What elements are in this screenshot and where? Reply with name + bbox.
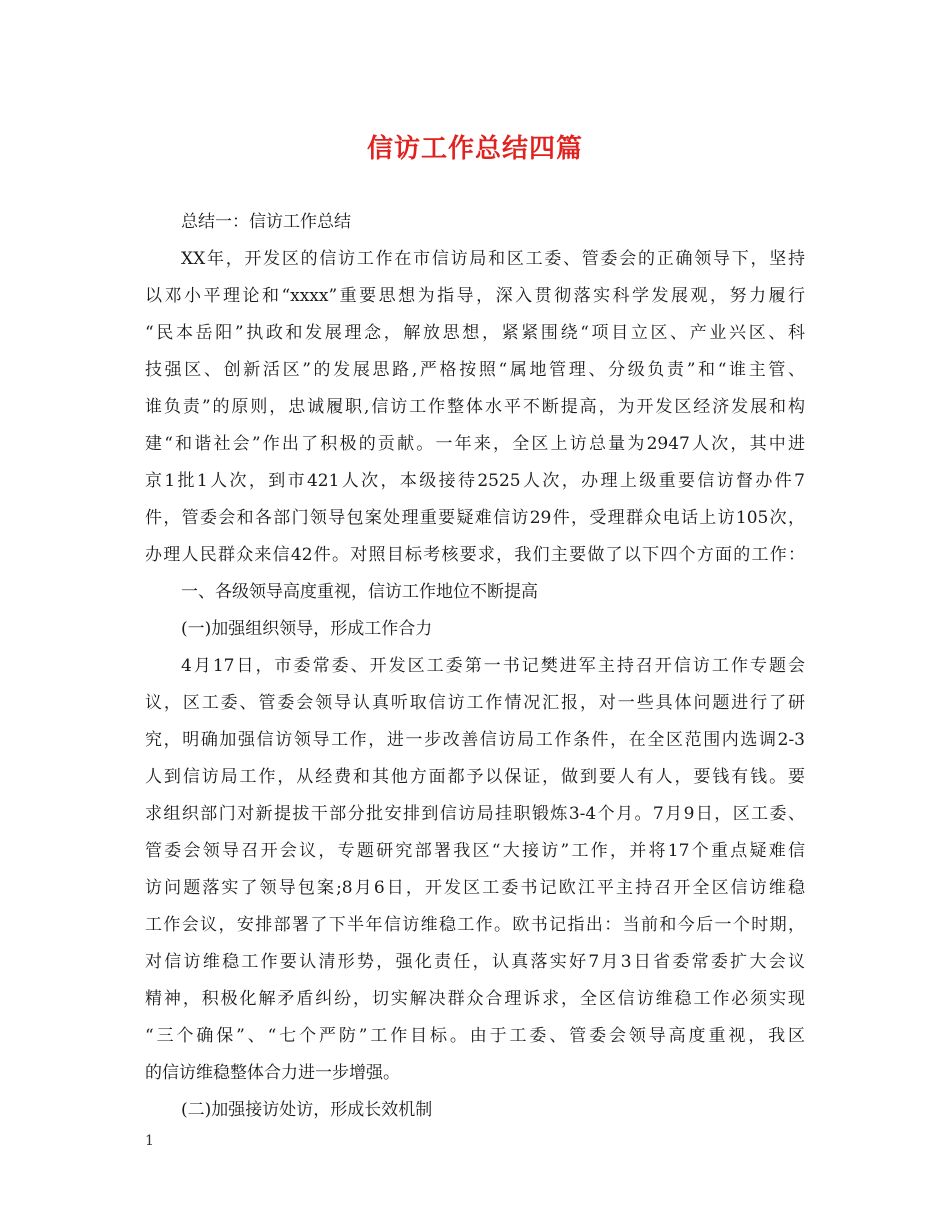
- text-line: 管委会领导召开会议，专题研究部署我区“大接访”工作，并将17个重点疑难信: [145, 841, 805, 861]
- text-line: 办理人民群众来信42件。对照目标考核要求，我们主要做了以下四个方面的工作：: [145, 545, 805, 565]
- text-line: 谁负责”的原则，忠诚履职,信访工作整体水平不断提高，为开发区经济发展和构: [145, 397, 805, 417]
- text-line: 技强区、创新活区”的发展思路,严格按照“属地管理、分级负责”和“谁主管、: [145, 360, 805, 380]
- document-title: 信访工作总结四篇: [366, 134, 583, 164]
- text-line: 以邓小平理论和“xxxx”重要思想为指导，深入贯彻落实科学发展观，努力履行: [145, 286, 805, 306]
- text-line: 总结一：信访工作总结: [181, 212, 351, 232]
- page-number: 1: [145, 1133, 154, 1149]
- text-line: 件，管委会和各部门领导包案处理重要疑难信访29件，受理群众电话上访105次，: [145, 508, 805, 528]
- text-line: “三个确保”、“七个严防”工作目标。由于工委、管委会领导高度重视，我区: [145, 1026, 805, 1046]
- text-line: 京1批1人次，到市421人次，本级接待2525人次，办理上级重要信访督办件7: [145, 471, 805, 491]
- text-line: 4月17日，市委常委、开发区工委第一书记樊进军主持召开信访工作专题会: [181, 656, 805, 676]
- text-line: 精神，积极化解矛盾纠纷，切实解决群众合理诉求，全区信访维稳工作必须实现: [145, 989, 805, 1009]
- document-body: [145, 204, 805, 1129]
- text-line: 求组织部门对新提拔干部分批安排到信访局挂职锻炼3-4个月。7月9日，区工委、: [145, 804, 805, 824]
- text-line: 人到信访局工作，从经费和其他方面都予以保证，做到要人有人，要钱有钱。要: [145, 767, 805, 787]
- text-line: (一)加强组织领导，形成工作合力: [181, 619, 433, 639]
- text-line: “民本岳阳”执政和发展理念，解放思想，紧紧围绕“项目立区、产业兴区、科: [145, 323, 805, 343]
- text-line: XX年，开发区的信访工作在市信访局和区工委、管委会的正确领导下，坚持: [181, 249, 805, 269]
- text-line: 工作会议，安排部署了下半年信访维稳工作。欧书记指出：当前和今后一个时期，: [145, 915, 805, 935]
- text-line: 的信访维稳整体合力进一步增强。: [145, 1063, 400, 1083]
- text-line: 建“和谐社会”作出了积极的贡献。一年来，全区上访总量为2947人次，其中进: [145, 434, 805, 454]
- text-line: 议，区工委、管委会领导认真听取信访工作情况汇报，对一些具体问题进行了研: [145, 693, 805, 713]
- text-line: 访问题落实了领导包案;8月6日，开发区工委书记欧江平主持召开全区信访维稳: [145, 878, 805, 898]
- text-line: 一、各级领导高度重视，信访工作地位不断提高: [181, 582, 538, 602]
- text-line: (二)加强接访处访，形成长效机制: [181, 1100, 433, 1120]
- text-line: 对信访维稳工作要认清形势，强化责任，认真落实好7月3日省委常委扩大会议: [145, 952, 805, 972]
- text-line: 究，明确加强信访领导工作，进一步改善信访局工作条件，在全区范围内选调2-3: [145, 730, 805, 750]
